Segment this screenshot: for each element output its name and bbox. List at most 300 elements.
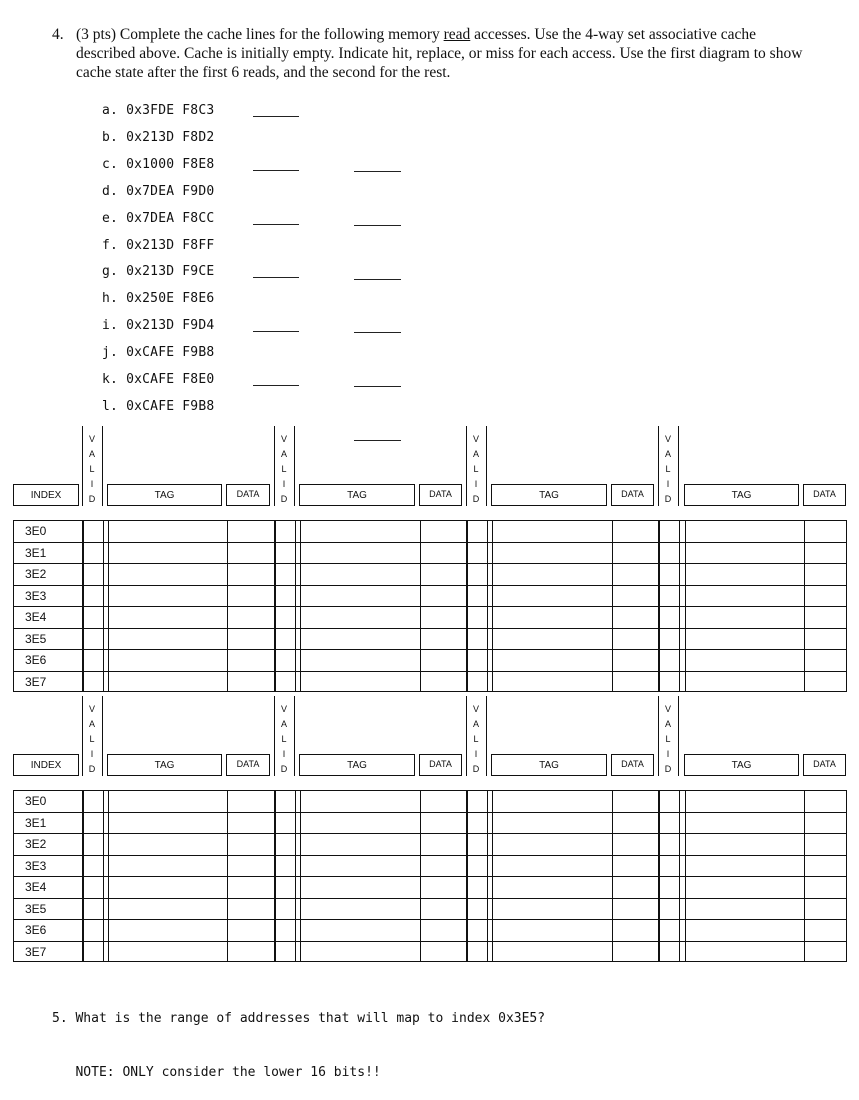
data-cell[interactable] <box>804 650 845 670</box>
tag-cell[interactable] <box>300 899 418 919</box>
tag-header: TAG <box>154 490 175 501</box>
data-cell[interactable] <box>612 834 653 854</box>
valid-cell[interactable] <box>659 791 677 811</box>
index-header: INDEX <box>30 490 62 501</box>
index-label: 3E4 <box>25 610 47 624</box>
data-cell[interactable] <box>804 521 845 541</box>
data-cell[interactable] <box>612 920 653 940</box>
data-cell[interactable] <box>227 791 269 811</box>
valid-cell[interactable] <box>659 942 677 962</box>
valid-cell[interactable] <box>83 877 101 897</box>
valid-cell[interactable] <box>83 564 101 584</box>
data-cell[interactable] <box>612 942 653 962</box>
tag-header: TAG <box>154 760 175 771</box>
data-cell[interactable] <box>612 672 653 692</box>
data-cell[interactable] <box>420 856 461 876</box>
answer-blank[interactable] <box>354 332 401 333</box>
tag-cell[interactable] <box>492 586 610 606</box>
valid-border-left <box>466 426 467 506</box>
answer-blank[interactable] <box>253 170 299 171</box>
index-label: 3E7 <box>25 944 47 959</box>
data-cell[interactable] <box>227 942 269 962</box>
valid-letter: I <box>282 749 286 759</box>
data-cell[interactable] <box>227 586 269 606</box>
access-item <box>102 264 214 279</box>
data-cell[interactable] <box>420 607 461 627</box>
question-number: 4. <box>52 26 64 43</box>
tag-cell[interactable] <box>300 629 418 649</box>
answer-blank[interactable] <box>253 331 299 332</box>
data-cell[interactable] <box>227 834 269 854</box>
index-label: 3E0 <box>25 524 47 538</box>
tag-cell[interactable] <box>685 856 802 876</box>
access-item <box>102 184 214 199</box>
tag-cell[interactable] <box>492 877 610 897</box>
valid-cell[interactable] <box>83 543 101 563</box>
tag-cell[interactable] <box>300 920 418 940</box>
data-cell[interactable] <box>612 543 653 563</box>
tag-cell[interactable] <box>300 834 418 854</box>
tag-cell[interactable] <box>108 543 225 563</box>
valid-letter: A <box>280 719 287 729</box>
valid-cell[interactable] <box>83 629 101 649</box>
tag-cell[interactable] <box>108 813 225 833</box>
tag-cell[interactable] <box>108 672 225 692</box>
valid-cell[interactable] <box>83 607 101 627</box>
tag-cell[interactable] <box>300 672 418 692</box>
data-cell[interactable] <box>804 899 845 919</box>
tag-header-box <box>491 484 607 506</box>
valid-cell[interactable] <box>467 899 485 919</box>
tag-header: TAG <box>347 490 367 501</box>
data-cell[interactable] <box>420 521 461 541</box>
valid-cell[interactable] <box>659 629 677 649</box>
valid-cell[interactable] <box>659 607 677 627</box>
tag-cell[interactable] <box>685 564 802 584</box>
valid-letter: A <box>472 719 479 729</box>
tag-cell[interactable] <box>685 543 802 563</box>
data-cell[interactable] <box>227 856 269 876</box>
data-header-box <box>226 754 270 776</box>
data-cell[interactable] <box>804 564 845 584</box>
grid-column-line <box>103 791 104 961</box>
tag-cell[interactable] <box>492 834 610 854</box>
valid-border-right <box>678 426 679 506</box>
data-cell[interactable] <box>612 877 653 897</box>
data-header: DATA <box>429 489 452 499</box>
valid-cell[interactable] <box>275 564 293 584</box>
valid-cell[interactable] <box>83 791 101 811</box>
answer-blank[interactable] <box>253 277 299 278</box>
valid-letter: A <box>280 449 287 459</box>
valid-cell[interactable] <box>275 521 293 541</box>
valid-cell[interactable] <box>467 521 485 541</box>
valid-letter: I <box>474 479 478 489</box>
tag-header-box <box>299 754 415 776</box>
tag-cell[interactable] <box>492 899 610 919</box>
access-item <box>102 211 214 226</box>
access-item <box>102 103 214 118</box>
valid-cell[interactable] <box>83 856 101 876</box>
valid-cell[interactable] <box>659 856 677 876</box>
tag-cell[interactable] <box>685 607 802 627</box>
index-label: 3E1 <box>25 545 47 560</box>
valid-letter: D <box>664 764 672 774</box>
valid-cell[interactable] <box>275 586 293 606</box>
data-cell[interactable] <box>227 543 269 563</box>
valid-letter: L <box>665 464 671 474</box>
access-label: i. <box>102 318 119 334</box>
data-cell[interactable] <box>420 672 461 692</box>
valid-letter: D <box>472 494 480 504</box>
grid-column-line <box>295 521 296 691</box>
valid-letter: I <box>666 479 670 489</box>
access-address: 0x213D F8FF <box>126 237 215 253</box>
tag-cell[interactable] <box>300 521 418 541</box>
tag-header-box <box>684 754 799 776</box>
tag-header: TAG <box>731 490 752 501</box>
valid-cell[interactable] <box>659 672 677 692</box>
data-cell[interactable] <box>804 543 845 563</box>
data-header: DATA <box>813 489 836 499</box>
valid-cell[interactable] <box>275 629 293 649</box>
data-cell[interactable] <box>612 813 653 833</box>
tag-cell[interactable] <box>108 607 225 627</box>
data-cell[interactable] <box>420 543 461 563</box>
valid-border-left <box>658 426 659 506</box>
valid-letter: A <box>664 719 671 729</box>
tag-header: TAG <box>731 760 752 771</box>
tag-cell[interactable] <box>300 650 418 670</box>
data-header: DATA <box>621 759 644 769</box>
access-address: 0xCAFE F9B8 <box>126 398 215 414</box>
tag-cell[interactable] <box>108 899 225 919</box>
data-cell[interactable] <box>804 920 845 940</box>
tag-cell[interactable] <box>300 942 418 962</box>
valid-cell[interactable] <box>467 629 485 649</box>
tag-cell[interactable] <box>300 543 418 563</box>
grid-column-line <box>487 791 488 961</box>
access-address: 0xCAFE F8E0 <box>126 372 215 387</box>
valid-cell[interactable] <box>467 877 485 897</box>
tag-cell[interactable] <box>492 564 610 584</box>
valid-header <box>469 432 483 507</box>
answer-blank[interactable] <box>354 225 401 226</box>
valid-letter: I <box>474 749 478 759</box>
valid-cell[interactable] <box>467 586 485 606</box>
data-cell[interactable] <box>420 834 461 854</box>
question-points: (3 pts) <box>76 26 117 43</box>
data-cell[interactable] <box>804 856 845 876</box>
tag-header-box <box>107 754 222 776</box>
question-emphasis: read <box>443 26 471 43</box>
tag-cell[interactable] <box>492 672 610 692</box>
valid-header <box>277 432 291 507</box>
grid-column-line <box>679 521 680 691</box>
valid-cell[interactable] <box>83 813 101 833</box>
tag-cell[interactable] <box>685 813 802 833</box>
index-label: 3E4 <box>25 880 47 894</box>
data-cell[interactable] <box>804 942 845 962</box>
valid-cell[interactable] <box>467 607 485 627</box>
access-label: h. <box>102 291 119 307</box>
tag-cell[interactable] <box>108 920 225 940</box>
access-label: c. <box>102 156 119 172</box>
data-header: DATA <box>813 759 836 769</box>
valid-cell[interactable] <box>467 856 485 876</box>
answer-blank[interactable] <box>253 116 299 117</box>
tag-cell[interactable] <box>108 564 225 584</box>
valid-cell[interactable] <box>659 586 677 606</box>
data-cell[interactable] <box>420 813 461 833</box>
valid-cell[interactable] <box>83 942 101 962</box>
valid-letter: A <box>88 719 95 729</box>
tag-cell[interactable] <box>685 650 802 670</box>
access-label: b. <box>102 129 119 145</box>
tag-cell[interactable] <box>492 813 610 833</box>
data-cell[interactable] <box>420 899 461 919</box>
valid-letter: D <box>280 764 288 774</box>
valid-cell[interactable] <box>659 650 677 670</box>
data-cell[interactable] <box>420 586 461 606</box>
valid-cell[interactable] <box>467 834 485 854</box>
valid-letter: A <box>472 449 479 459</box>
data-cell[interactable] <box>612 650 653 670</box>
data-cell[interactable] <box>612 629 653 649</box>
valid-cell[interactable] <box>83 650 101 670</box>
access-address: 0x213D F9CE <box>126 264 215 280</box>
tag-cell[interactable] <box>492 629 610 649</box>
valid-cell[interactable] <box>83 834 101 854</box>
valid-cell[interactable] <box>467 543 485 563</box>
tag-cell[interactable] <box>300 813 418 833</box>
tag-cell[interactable] <box>685 586 802 606</box>
tag-cell[interactable] <box>300 564 418 584</box>
data-cell[interactable] <box>420 564 461 584</box>
access-address: 0x250E F8E6 <box>126 291 215 307</box>
tag-cell[interactable] <box>108 629 225 649</box>
data-cell[interactable] <box>804 586 845 606</box>
data-cell[interactable] <box>227 521 269 541</box>
tag-cell[interactable] <box>108 791 225 811</box>
valid-cell[interactable] <box>275 672 293 692</box>
valid-cell[interactable] <box>83 899 101 919</box>
data-cell[interactable] <box>420 920 461 940</box>
tag-cell[interactable] <box>685 920 802 940</box>
tag-header-box <box>684 484 799 506</box>
answer-blank[interactable] <box>354 171 401 172</box>
valid-cell[interactable] <box>659 813 677 833</box>
index-label: 3E5 <box>25 631 47 646</box>
valid-cell[interactable] <box>467 813 485 833</box>
data-header-box <box>419 484 462 506</box>
data-header-box <box>419 754 462 776</box>
answer-blank[interactable] <box>253 224 299 225</box>
access-label: e. <box>102 210 119 226</box>
index-label: 3E6 <box>25 923 47 937</box>
valid-cell[interactable] <box>275 942 293 962</box>
tag-cell[interactable] <box>492 920 610 940</box>
data-cell[interactable] <box>804 834 845 854</box>
tag-cell[interactable] <box>492 521 610 541</box>
data-cell[interactable] <box>227 650 269 670</box>
valid-cell[interactable] <box>467 942 485 962</box>
valid-cell[interactable] <box>83 920 101 940</box>
data-header-box <box>611 754 654 776</box>
tag-cell[interactable] <box>108 586 225 606</box>
valid-letter: V <box>472 704 479 714</box>
data-cell[interactable] <box>227 899 269 919</box>
tag-cell[interactable] <box>108 877 225 897</box>
tag-cell[interactable] <box>685 834 802 854</box>
data-cell[interactable] <box>612 521 653 541</box>
answer-blank[interactable] <box>354 440 401 441</box>
data-cell[interactable] <box>804 813 845 833</box>
tag-cell[interactable] <box>492 607 610 627</box>
index-header-box <box>13 484 79 506</box>
access-address: 0x3FDE F8C3 <box>126 103 215 118</box>
data-cell[interactable] <box>804 877 845 897</box>
answer-blank[interactable] <box>354 386 401 387</box>
data-cell[interactable] <box>420 942 461 962</box>
tag-cell[interactable] <box>108 521 225 541</box>
valid-cell[interactable] <box>467 564 485 584</box>
valid-letter: V <box>88 704 95 714</box>
tag-cell[interactable] <box>300 877 418 897</box>
data-cell[interactable] <box>420 877 461 897</box>
tag-cell[interactable] <box>492 942 610 962</box>
valid-border-right <box>102 696 103 776</box>
access-label: g. <box>102 264 119 280</box>
valid-letter: A <box>664 449 671 459</box>
valid-cell[interactable] <box>275 607 293 627</box>
valid-letter: V <box>88 434 95 444</box>
valid-border-left <box>82 426 83 506</box>
data-cell[interactable] <box>227 672 269 692</box>
valid-border-left <box>82 696 83 776</box>
data-cell[interactable] <box>227 920 269 940</box>
valid-cell[interactable] <box>275 877 293 897</box>
tag-cell[interactable] <box>685 672 802 692</box>
tag-header-box <box>491 754 607 776</box>
data-cell[interactable] <box>227 629 269 649</box>
valid-cell[interactable] <box>659 521 677 541</box>
valid-cell[interactable] <box>467 650 485 670</box>
valid-letter: L <box>665 734 671 744</box>
data-cell[interactable] <box>612 791 653 811</box>
data-cell[interactable] <box>227 607 269 627</box>
tag-cell[interactable] <box>300 586 418 606</box>
valid-cell[interactable] <box>275 791 293 811</box>
valid-header <box>469 702 483 777</box>
data-cell[interactable] <box>612 607 653 627</box>
access-address: 0x1000 F8E8 <box>126 156 215 172</box>
tag-cell[interactable] <box>108 834 225 854</box>
data-header-box <box>803 484 846 506</box>
tag-cell[interactable] <box>685 877 802 897</box>
tag-cell[interactable] <box>685 521 802 541</box>
data-cell[interactable] <box>612 856 653 876</box>
tag-cell[interactable] <box>108 650 225 670</box>
access-item <box>102 399 214 414</box>
data-cell[interactable] <box>420 650 461 670</box>
valid-border-left <box>466 696 467 776</box>
valid-cell[interactable] <box>275 856 293 876</box>
tag-cell[interactable] <box>108 856 225 876</box>
valid-cell[interactable] <box>83 586 101 606</box>
valid-cell[interactable] <box>659 834 677 854</box>
access-address: 0x7DEA F8CC <box>126 210 215 226</box>
valid-letter: D <box>88 494 96 504</box>
valid-cell[interactable] <box>275 899 293 919</box>
question-text <box>76 25 812 82</box>
valid-cell[interactable] <box>467 791 485 811</box>
data-cell[interactable] <box>804 791 845 811</box>
data-header: DATA <box>236 759 260 769</box>
tag-cell[interactable] <box>685 899 802 919</box>
valid-cell[interactable] <box>659 877 677 897</box>
data-cell[interactable] <box>420 791 461 811</box>
tag-cell[interactable] <box>108 942 225 962</box>
access-label: d. <box>102 183 119 199</box>
tag-cell[interactable] <box>685 791 802 811</box>
data-cell[interactable] <box>612 586 653 606</box>
valid-cell[interactable] <box>467 672 485 692</box>
valid-cell[interactable] <box>275 650 293 670</box>
valid-letter: V <box>472 434 479 444</box>
data-cell[interactable] <box>227 813 269 833</box>
data-cell[interactable] <box>227 564 269 584</box>
tag-cell[interactable] <box>492 791 610 811</box>
tag-cell[interactable] <box>492 650 610 670</box>
valid-cell[interactable] <box>275 920 293 940</box>
tag-cell[interactable] <box>492 856 610 876</box>
question-text-after: accesses. Use the 4-way set associative cache described above. Cache is initially empty. Indicate hit, replace, or miss for each access. Use the first diagram to show cache state after the first 6 reads, and the second for the rest. <box>76 26 803 81</box>
answer-blank[interactable] <box>253 385 299 386</box>
data-cell[interactable] <box>612 899 653 919</box>
tag-cell[interactable] <box>492 543 610 563</box>
data-cell[interactable] <box>612 564 653 584</box>
data-cell[interactable] <box>420 629 461 649</box>
data-cell[interactable] <box>804 629 845 649</box>
valid-cell[interactable] <box>659 899 677 919</box>
valid-cell[interactable] <box>467 920 485 940</box>
tag-cell[interactable] <box>300 856 418 876</box>
answer-blank[interactable] <box>354 279 401 280</box>
valid-letter: V <box>664 704 671 714</box>
data-cell[interactable] <box>804 672 845 692</box>
access-item <box>102 238 214 253</box>
valid-border-right <box>486 696 487 776</box>
data-cell[interactable] <box>804 607 845 627</box>
valid-cell[interactable] <box>83 521 101 541</box>
tag-cell[interactable] <box>685 942 802 962</box>
tag-cell[interactable] <box>300 791 418 811</box>
tag-cell[interactable] <box>685 629 802 649</box>
valid-cell[interactable] <box>275 813 293 833</box>
valid-letter: I <box>90 749 94 759</box>
grid-column-line <box>103 521 104 691</box>
valid-header <box>277 702 291 777</box>
valid-cell[interactable] <box>275 834 293 854</box>
data-cell[interactable] <box>227 877 269 897</box>
valid-cell[interactable] <box>659 543 677 563</box>
tag-cell[interactable] <box>300 607 418 627</box>
valid-cell[interactable] <box>659 920 677 940</box>
valid-cell[interactable] <box>83 672 101 692</box>
valid-cell[interactable] <box>275 543 293 563</box>
valid-cell[interactable] <box>659 564 677 584</box>
